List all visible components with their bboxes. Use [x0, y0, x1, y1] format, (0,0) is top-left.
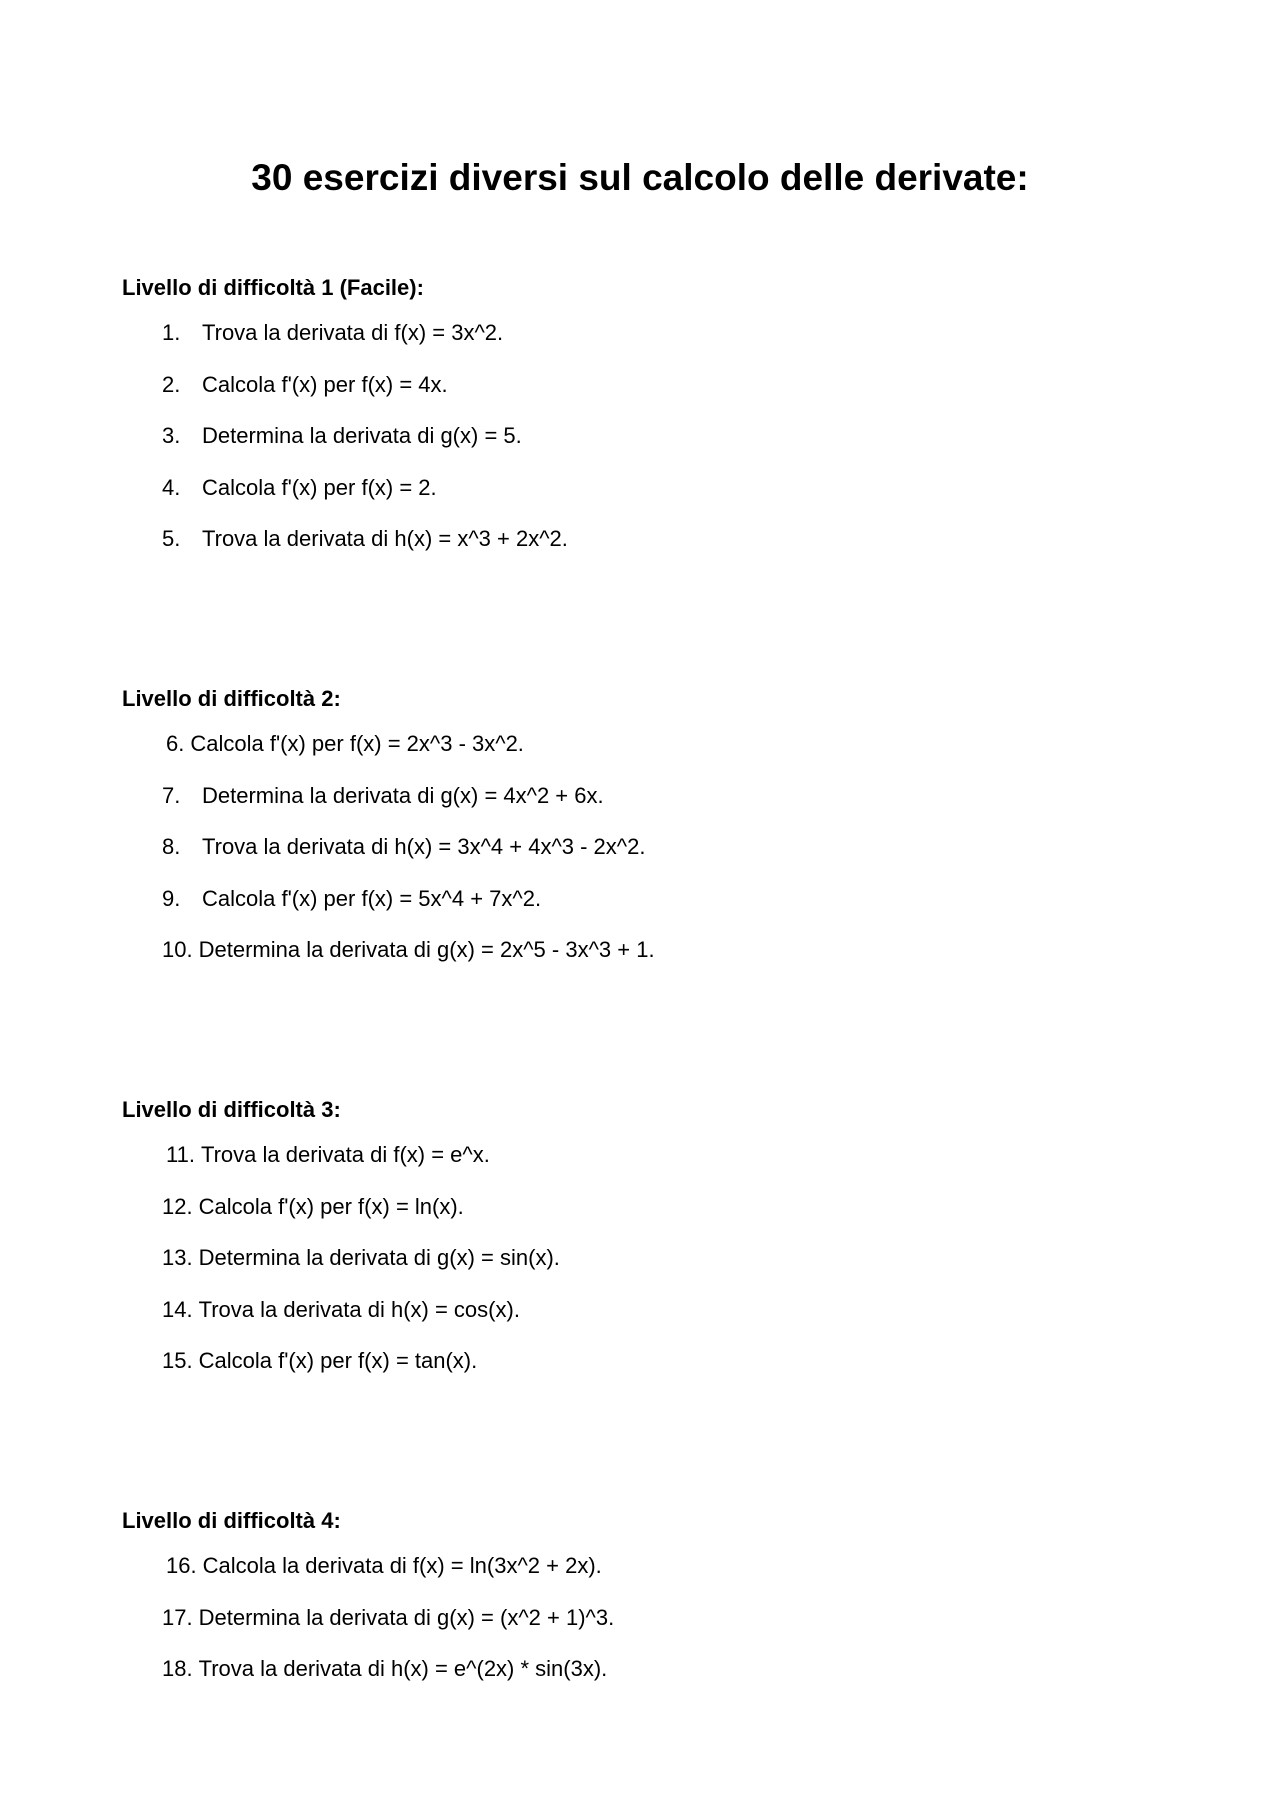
list-item: [122, 318, 1222, 348]
item-text: Determina la derivata di g(x) = (x^2 + 1)^3.: [198, 1604, 615, 1630]
list-item: [122, 1346, 1222, 1376]
item-text: Determina la derivata di g(x) = 2x^5 - 3x^3 + 1.: [198, 937, 655, 962]
item-number: 9.: [162, 885, 181, 911]
list-item: [122, 1192, 1222, 1222]
item-number: 13.: [162, 1245, 193, 1270]
item-text: Trova la derivata di f(x) = e^x.: [200, 1142, 490, 1167]
item-number: 5.: [162, 526, 181, 551]
list-item: [122, 1551, 1222, 1581]
section-level-3: [122, 1095, 1222, 1398]
list-item: [122, 1243, 1222, 1273]
item-number: 10.: [162, 937, 193, 962]
list-item: [122, 781, 1222, 811]
section-level-2: [122, 684, 1222, 987]
item-number: 3.: [162, 423, 181, 448]
list-item: [122, 370, 1222, 400]
item-number: 4.: [162, 474, 181, 500]
item-text: Determina la derivata di g(x) = 5.: [202, 423, 522, 448]
item-text: Determina la derivata di g(x) = 4x^2 + 6x.: [202, 782, 604, 808]
section-level-4: [122, 1506, 1222, 1706]
section-heading: Livello di difficoltà 4:: [122, 1508, 341, 1533]
item-number: 1.: [162, 320, 181, 345]
item-text: Determina la derivata di g(x) = sin(x).: [198, 1245, 560, 1270]
list-item: [122, 884, 1222, 914]
section-level-1: [122, 273, 1222, 576]
item-text: Trova la derivata di h(x) = cos(x).: [198, 1296, 520, 1322]
item-number: 15.: [162, 1348, 193, 1373]
item-text: Trova la derivata di h(x) = e^(2x) * sin(3x).: [198, 1656, 608, 1681]
list-item: [122, 1654, 1222, 1684]
list-item: [122, 473, 1222, 503]
item-text: Trova la derivata di h(x) = 3x^4 + 4x^3 - 2x^2.: [202, 834, 646, 859]
list-item: [122, 729, 1222, 759]
item-number: 16.: [166, 1553, 197, 1578]
item-text: Calcola la derivata di f(x) = ln(3x^2 + 2x).: [202, 1553, 602, 1578]
item-text: Calcola f'(x) per f(x) = 4x.: [202, 371, 448, 397]
item-text: Trova la derivata di h(x) = x^3 + 2x^2.: [202, 526, 568, 551]
section-heading: Livello di difficoltà 2:: [122, 686, 341, 711]
item-text: Calcola f'(x) per f(x) = 5x^4 + 7x^2.: [202, 885, 542, 911]
item-text: Trova la derivata di f(x) = 3x^2.: [202, 320, 504, 345]
item-text: Calcola f'(x) per f(x) = 2.: [202, 474, 437, 500]
item-number: 8.: [162, 834, 181, 859]
item-number: 11.: [166, 1142, 195, 1167]
section-heading: Livello di difficoltà 3:: [122, 1097, 341, 1122]
list-item: [122, 421, 1222, 451]
list-item: [122, 935, 1222, 965]
item-number: 18.: [162, 1656, 193, 1681]
list-item: [122, 1140, 1222, 1170]
item-text: Calcola f'(x) per f(x) = ln(x).: [198, 1193, 464, 1219]
page-title: 30 esercizi diversi sul calcolo delle derivate:: [251, 157, 1029, 198]
item-number: 7.: [162, 782, 181, 808]
item-number: 12.: [162, 1193, 193, 1219]
item-number: 2.: [162, 371, 181, 397]
list-item: [122, 524, 1222, 554]
list-item: [122, 832, 1222, 862]
item-text: Calcola f'(x) per f(x) = 2x^3 - 3x^2.: [190, 731, 524, 756]
section-heading: Livello di difficoltà 1 (Facile):: [122, 275, 424, 300]
item-number: 17.: [162, 1604, 193, 1630]
list-item: [122, 1295, 1222, 1325]
item-number: 6.: [166, 731, 185, 756]
item-number: 14.: [162, 1296, 193, 1322]
list-item: [122, 1603, 1222, 1633]
item-text: Calcola f'(x) per f(x) = tan(x).: [198, 1348, 478, 1373]
